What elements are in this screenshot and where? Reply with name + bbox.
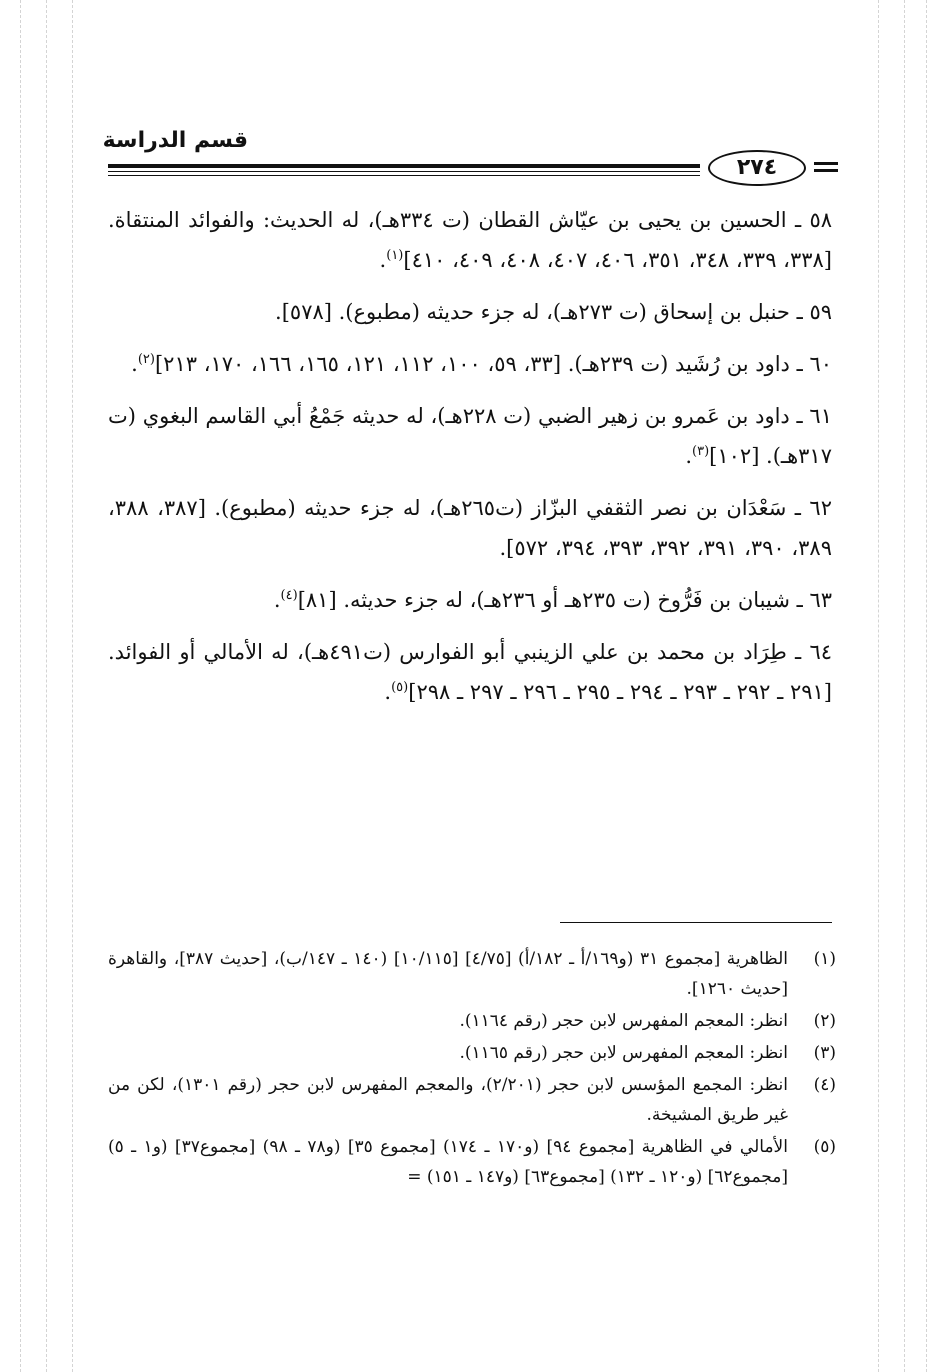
entry-number: ٦٣ ـ bbox=[796, 588, 832, 612]
entry-end: . bbox=[131, 352, 138, 376]
footnote-ref: (٢) bbox=[137, 352, 155, 367]
entry-64 bbox=[108, 632, 832, 712]
entry-number: ٦١ ـ bbox=[796, 404, 832, 428]
footnote-1 bbox=[108, 944, 836, 1004]
entry-text: داود بن رُشَيد (ت ٢٣٩هـ). [٣٣، ٥٩، ١٠٠، ١١٢، ١٢١، ١٦٥، ١٦٦، ١٧٠، ٢١٣] bbox=[154, 352, 790, 376]
entry-end: . bbox=[685, 444, 692, 468]
footnote-text: انظر: المعجم المفهرس لابن حجر (رقم ١١٦٥). bbox=[459, 1043, 788, 1063]
entry-63 bbox=[108, 580, 832, 620]
entry-text: حنبل بن إسحاق (ت ٢٧٣هـ)، له جزء حديثه (مطبوع). [٥٧٨]. bbox=[275, 300, 790, 324]
scan-guide-line bbox=[72, 0, 73, 1372]
footnote-number: (١) bbox=[813, 949, 836, 969]
scan-guide-line bbox=[46, 0, 47, 1372]
footnote-4 bbox=[108, 1070, 836, 1130]
footnote-text: الأمالي في الظاهرية [مجموع ٩٤] (و١٧٠ ـ ١٧٤) [مجموع ٣٥] (و٧٨ ـ ٩٨) [مجموع٣٧] (و١ ـ ٥) [مجموع٦٢] (و١٢٠ ـ ١٣٢) [مجموع٦٣] (و١٤٧ ـ ١٥١) = bbox=[108, 1137, 788, 1187]
scan-guide-line bbox=[904, 0, 905, 1372]
footnote-separator bbox=[560, 922, 832, 923]
entry-59 bbox=[108, 292, 832, 332]
footnote-5 bbox=[108, 1132, 836, 1192]
entry-62 bbox=[108, 488, 832, 568]
entry-text: شيبان بن فَرُّوخ (ت ٢٣٥هـ أو ٢٣٦هـ)، له جزء حديثه. [٨١] bbox=[297, 588, 790, 612]
entry-end: . bbox=[379, 248, 387, 272]
footnote-text: الظاهرية [مجموع ٣١ (و١٦٩/أ ـ ١٨٢/أ) [٤/٧٥] [١٠/١١٥] (١٤٠ ـ ١٤٧/ب)، [حديث ٣٨٧]، والقاهرة [حديث ١٢٦٠]. bbox=[108, 949, 789, 999]
footnote-text: انظر: المعجم المفهرس لابن حجر (رقم ١١٦٤). bbox=[459, 1011, 788, 1031]
footnote-ref: (٣) bbox=[692, 444, 710, 459]
footnote-3 bbox=[108, 1038, 836, 1068]
footnote-text: انظر: المجمع المؤسس لابن حجر (٢/٢٠١)، والمعجم المفهرس لابن حجر (رقم ١٣٠١)، لكن من غير طريق المشيخة. bbox=[108, 1075, 788, 1125]
entry-61 bbox=[108, 396, 832, 476]
entry-end: . bbox=[384, 680, 392, 704]
footnote-ref: (١) bbox=[386, 248, 404, 263]
page-number: ٢٧٤ bbox=[708, 150, 806, 186]
scan-guide-line bbox=[926, 0, 927, 1372]
entries-list bbox=[108, 200, 832, 724]
entry-text: سَعْدَان بن نصر الثقفي البزّاز (ت٢٦٥هـ)، له جزء حديثه (مطبوع). [٣٨٧، ٣٨٨، ٣٨٩، ٣٩٠، ٣٩١، ٣٩٢، ٣٩٣، ٣٩٤، ٥٧٢]. bbox=[108, 496, 832, 560]
header-rule bbox=[108, 175, 700, 176]
entry-number: ٦٤ ـ bbox=[795, 640, 832, 664]
footnote-ref: (٥) bbox=[391, 680, 409, 695]
footnote-number: (٤) bbox=[813, 1075, 836, 1095]
section-title: قسم الدراسة bbox=[102, 128, 248, 153]
footnote-number: (٥) bbox=[813, 1137, 836, 1157]
scan-guide-line bbox=[20, 0, 21, 1372]
header-dash bbox=[814, 162, 838, 165]
entry-58 bbox=[108, 200, 832, 280]
footnotes-list bbox=[108, 944, 836, 1194]
entry-number: ٥٨ ـ bbox=[794, 208, 832, 232]
footnote-2 bbox=[108, 1006, 836, 1036]
entry-text: داود بن عَمرو بن زهير الضبي (ت ٢٢٨هـ)، له حديثه جَمْعُ أبي القاسم البغوي (ت ٣١٧هـ). [١٠٢] bbox=[108, 404, 832, 468]
header-dash bbox=[814, 169, 838, 172]
header-rule bbox=[108, 164, 700, 168]
entry-number: ٦٢ ـ bbox=[794, 496, 832, 520]
page-header bbox=[102, 126, 838, 186]
entry-number: ٥٩ ـ bbox=[796, 300, 832, 324]
entry-end: . bbox=[273, 588, 281, 612]
entry-number: ٦٠ ـ bbox=[796, 352, 832, 376]
scan-guide-line bbox=[878, 0, 879, 1372]
footnote-number: (٢) bbox=[813, 1011, 836, 1031]
entry-60 bbox=[108, 344, 832, 384]
footnote-number: (٣) bbox=[813, 1043, 836, 1063]
header-rule bbox=[108, 171, 700, 172]
entry-text: الحسين بن يحيى بن عيّاش القطان (ت ٣٣٤هـ)، له الحديث: والفوائد المنتقاة. [٣٣٨، ٣٣٩، ٣٤٨، ٣٥١، ٤٠٦، ٤٠٧، ٤٠٨، ٤٠٩، ٤١٠] bbox=[108, 208, 832, 272]
entry-text: طِرَاد بن محمد بن علي الزينبي أبو الفوارس (ت٤٩١هـ)، له الأمالي أو الفوائد. [٢٩١ ـ ٢٩٢ ـ ٢٩٣ ـ ٢٩٤ ـ ٢٩٥ ـ ٢٩٦ ـ ٢٩٧ ـ ٢٩٨] bbox=[108, 640, 832, 704]
footnote-ref: (٤) bbox=[280, 588, 298, 603]
